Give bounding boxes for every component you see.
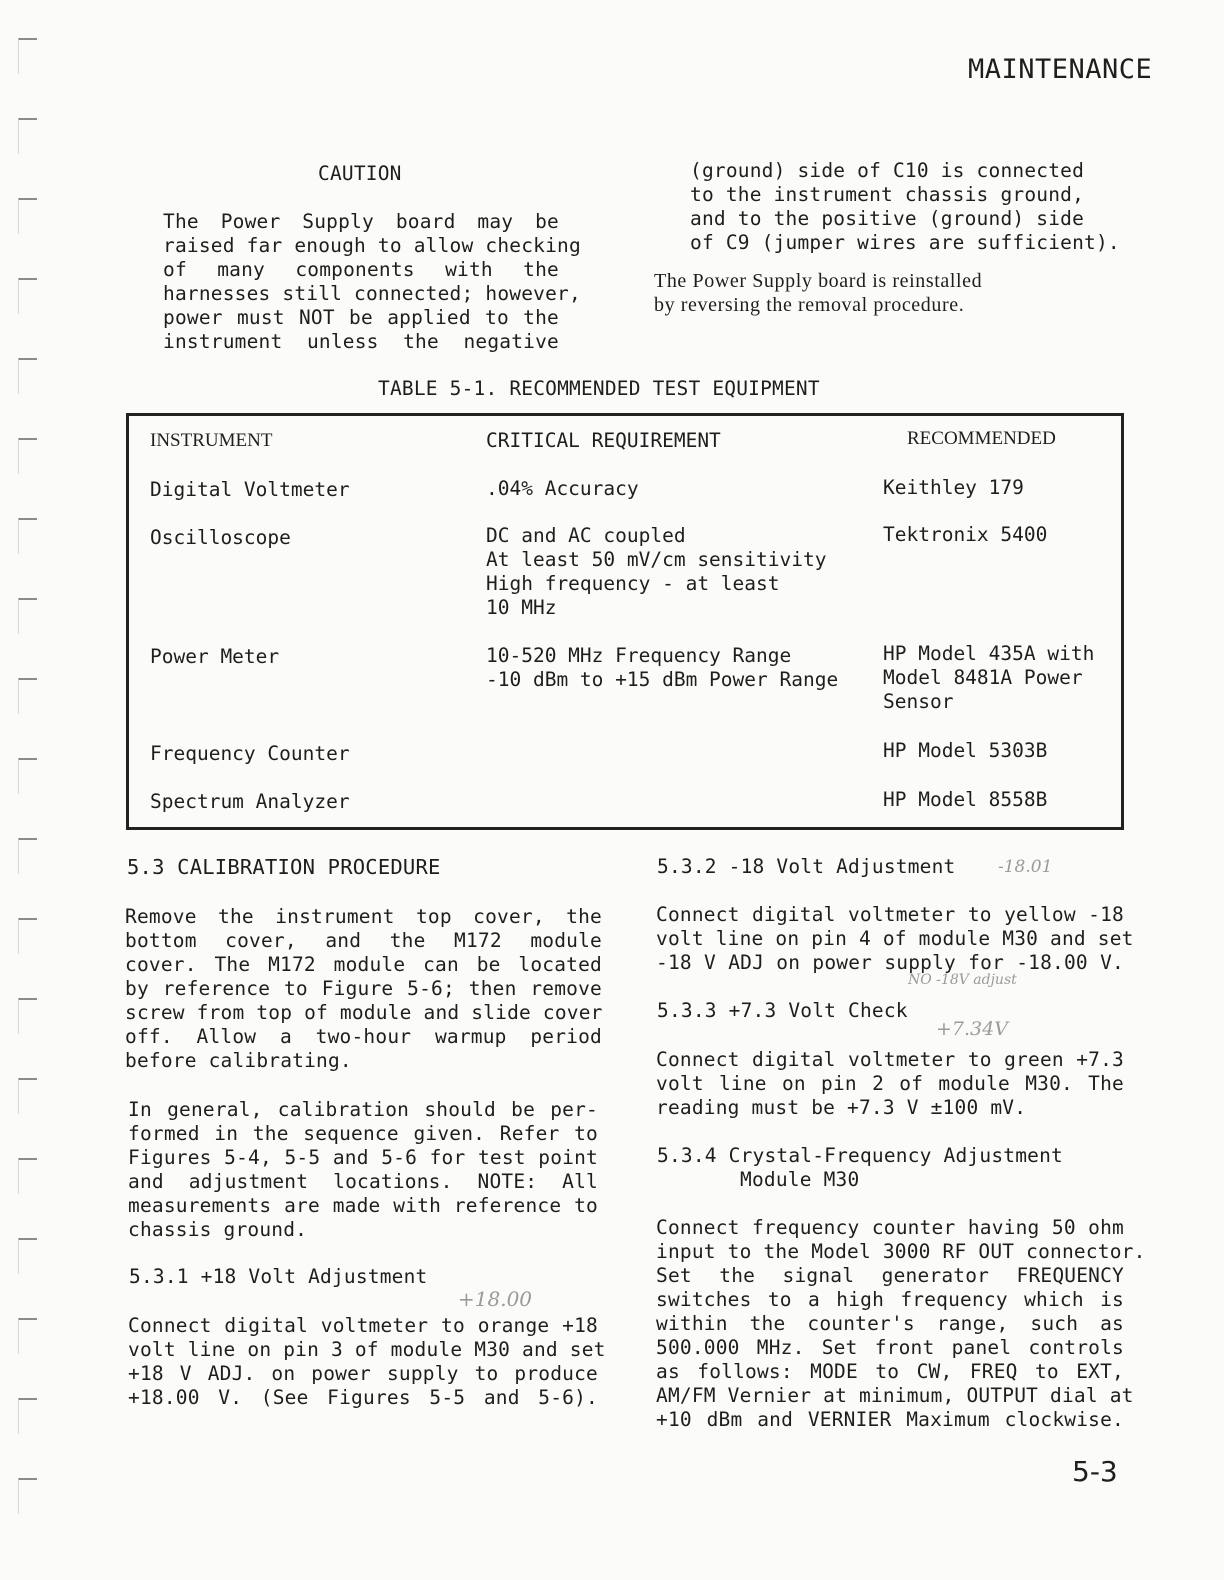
table-cell-recommended [883,642,1094,714]
para-line: +18 V ADJ. on power supply to produce [128,1362,598,1385]
para-line: switches to a high frequency which is [656,1288,1124,1311]
recommended-line: HP Model 435A with [883,642,1095,665]
margin-mark [18,1238,37,1274]
para-line: bottom cover, and the M172 module [125,929,602,952]
table-cell-recommended: HP Model 5303B [883,739,1048,762]
calibration-para2 [128,1098,598,1242]
caution-line: harnesses still connected; however, [163,282,581,305]
para-line: formed in the sequence given. Refer to [128,1122,598,1145]
caution-line: to the instrument chassis ground, [690,183,1085,206]
margin-mark [18,198,37,234]
caution-line: of many components with the [163,258,559,281]
handwritten-annotation: -18.01 [998,857,1053,877]
table-cell-requirement [486,524,826,620]
para-line: Connect frequency counter having 50 ohm [656,1216,1124,1239]
margin-mark [18,598,37,634]
para-line: off. Allow a two-hour warmup period [125,1025,602,1048]
para-line: In general, calibration should be per- [128,1098,598,1121]
para-line: 500.000 MHz. Set front panel controls [656,1336,1124,1359]
table-header-requirement: CRITICAL REQUIREMENT [486,429,721,452]
recommended-line: Model 8481A Power [883,666,1083,689]
s534-heading-sub: Module M30 [740,1168,860,1191]
para-line: Figures 5-4, 5-5 and 5-6 for test point [128,1146,598,1169]
margin-mark [18,438,37,474]
margin-mark [18,998,37,1034]
table-cell-recommended: Keithley 179 [883,476,1024,499]
s532-text [656,903,1134,975]
s531-text [128,1314,606,1410]
caution-line: The Power Supply board may be [163,210,559,233]
requirement-line: 10-520 MHz Frequency Range [486,644,792,667]
para-line: screw from top of module and slide cover [125,1001,603,1024]
para-line: measurements are made with reference to [128,1194,598,1217]
caution-line: and to the positive (ground) side [690,207,1085,230]
para-line: chassis ground. [128,1218,308,1241]
page-number: 5-3 [1072,1455,1118,1488]
s533-text [656,1048,1124,1120]
s531-heading: 5.3.1 +18 Volt Adjustment [129,1265,428,1288]
para-line: as follows: MODE to CW, FREQ to EXT, [656,1360,1124,1383]
para-line: +18.00 V. (See Figures 5-5 and 5-6). [128,1386,598,1409]
caution-line: raised far enough to allow checking [163,234,581,257]
calibration-heading: 5.3 CALIBRATION PROCEDURE [127,855,441,879]
section-header: MAINTENANCE [968,54,1153,85]
reinstall-note [654,269,982,317]
caution-continuation [690,159,1120,255]
margin-mark [18,758,37,794]
para-line: before calibrating. [125,1049,352,1072]
caution-line: power must NOT be applied to the [163,306,559,329]
para-line: Connect digital voltmeter to yellow -18 [656,903,1124,926]
s532-heading: 5.3.2 -18 Volt Adjustment [657,855,956,878]
margin-mark [18,1158,37,1194]
calibration-para1 [125,905,602,1073]
reinstall-line: by reversing the removal procedure. [654,294,965,316]
caution-text [163,210,581,354]
table-header-recommended: RECOMMENDED [907,428,1056,449]
para-line: input to the Model 3000 RF OUT connector. [656,1240,1146,1263]
para-line: -18 V ADJ on power supply for -18.00 V. [656,951,1124,974]
para-line: and adjustment locations. NOTE: All [128,1170,598,1193]
para-line: Connect digital voltmeter to green +7.3 [656,1048,1124,1071]
handwritten-annotation: +18.00 [458,1287,533,1311]
para-line: AM/FM Vernier at minimum, OUTPUT dial at [656,1384,1134,1407]
caution-line: instrument unless the negative [163,330,559,353]
para-line: +10 dBm and VERNIER Maximum clockwise. [656,1408,1124,1431]
margin-mark [18,918,37,954]
para-line: Remove the instrument top cover, the [125,905,602,928]
equipment-table [126,413,1124,830]
requirement-line: -10 dBm to +15 dBm Power Range [486,668,839,691]
para-line: volt line on pin 4 of module M30 and set [656,927,1134,950]
margin-mark [18,678,37,714]
para-line: by reference to Figure 5-6; then remove [125,977,602,1000]
para-line: Connect digital voltmeter to orange +18 [128,1314,598,1337]
s534-text [656,1216,1146,1432]
margin-mark [18,38,37,74]
table-cell-requirement [486,644,838,692]
table-header-instrument: INSTRUMENT [150,430,273,451]
requirement-line: High frequency - at least [486,572,780,595]
margin-mark [18,118,37,154]
table-cell-instrument: Power Meter [150,645,280,668]
requirement-line: At least 50 mV/cm sensitivity [486,548,827,571]
margin-mark [18,1318,37,1354]
margin-mark [18,1478,37,1514]
para-line: volt line on pin 3 of module M30 and set [128,1338,606,1361]
margin-mark [18,518,37,554]
margin-mark [18,278,37,314]
table-cell-instrument: Oscilloscope [150,526,291,549]
table-cell-recommended: HP Model 8558B [883,788,1048,811]
requirement-line: 10 MHz [486,596,557,619]
caution-title: CAUTION [318,162,402,185]
table-title: TABLE 5-1. RECOMMENDED TEST EQUIPMENT [378,377,820,400]
para-line: reading must be +7.3 V ±100 mV. [656,1096,1027,1119]
s533-heading: 5.3.3 +7.3 Volt Check [657,999,908,1022]
caution-line: of C9 (jumper wires are sufficient). [690,231,1120,254]
table-cell-instrument: Frequency Counter [150,742,350,765]
para-line: Set the signal generator FREQUENCY [656,1264,1124,1287]
para-line: volt line on pin 2 of module M30. The [656,1072,1124,1095]
margin-mark [18,1078,37,1114]
table-cell-instrument: Spectrum Analyzer [150,790,350,813]
requirement-line: DC and AC coupled [486,524,686,547]
handwritten-annotation: +7.34V [936,1018,1008,1040]
table-cell-instrument: Digital Voltmeter [150,478,350,501]
caution-line: (ground) side of C10 is connected [690,159,1085,182]
recommended-line: Sensor [883,690,954,713]
reinstall-line: The Power Supply board is reinstalled [654,270,983,292]
table-cell-recommended: Tektronix 5400 [883,523,1048,546]
margin-mark [18,838,37,874]
handwritten-annotation: NO -18V adjust [908,972,1017,988]
para-line: cover. The M172 module can be located [125,953,602,976]
margin-mark [18,358,37,394]
s534-heading: 5.3.4 Crystal-Frequency Adjustment [657,1144,1063,1167]
para-line: within the counter's range, such as [656,1312,1124,1335]
table-cell-requirement: .04% Accuracy [486,477,639,500]
margin-mark [18,1398,37,1434]
